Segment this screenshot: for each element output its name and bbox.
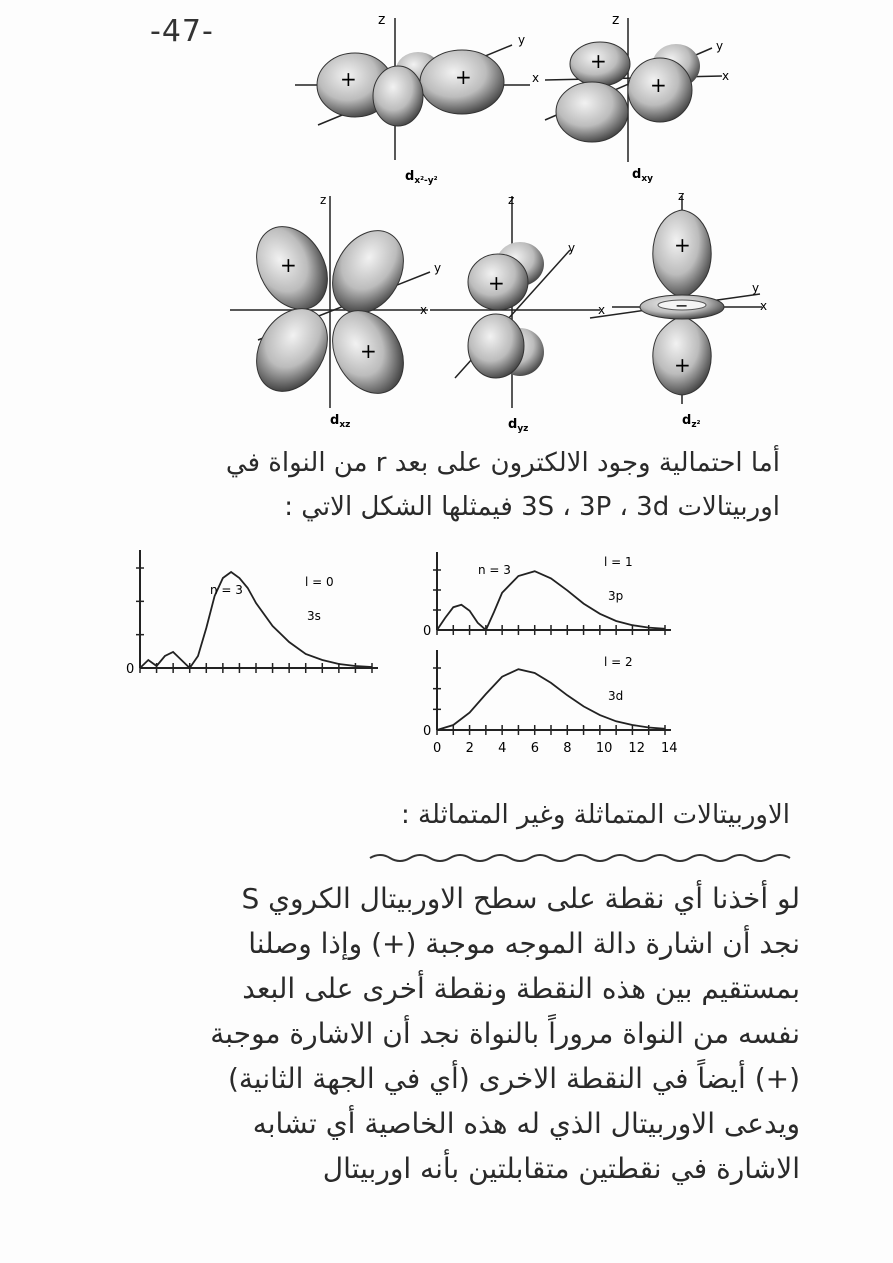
orbital-label: $d_{x^2-y^2}$ [405,169,438,186]
orbital-label: $d_{xz}$ [330,413,351,430]
orbital-label: $d_{yz}$ [508,417,529,434]
orbital-dxy [545,12,729,184]
paragraph-line: الاشارة في نقطتين متقابلتين بأنه اوربيتال [322,1152,800,1185]
zero-label: 0 [423,624,432,639]
probability-curve [437,571,665,630]
lobe-sign: − [675,296,689,315]
axis-x: x [760,299,768,313]
chart-3p [423,552,671,639]
chart-title: 3s [307,609,321,623]
chart-label: n = 3 [210,583,243,597]
axis-y: y [518,33,526,47]
lobe-sign: + [280,253,297,277]
axis-z: z [320,193,327,207]
paragraph-line: بمستقيم بين هذه النقطة ونقطة أخرى على البعد [242,972,800,1005]
lobe-sign: + [455,65,472,89]
x-tick-label: 6 [530,741,539,756]
orbital-dyz [430,193,605,434]
axis-y: y [752,281,760,295]
x-tick-label: 8 [563,741,572,756]
orbital-dx2-y2 [295,12,539,186]
chart-3d [423,650,678,756]
paragraph-line: نفسه من النواة مروراً بالنواة نجد أن الاشارة موجبة [210,1017,800,1050]
axis-y: y [716,39,724,53]
paragraph-line: نجد أن اشارة دالة الموجه موجبة (+) وإذا وصلنا [248,927,800,960]
axis-x: x [722,69,730,83]
axis-x: x [532,71,540,85]
chart-title: 3d [608,689,624,703]
paragraph-line: لو أخذنا أي نقطة على سطح الاوربيتال الكروي S [241,882,800,915]
orbital-label: $d_{z^2}$ [682,413,701,430]
lobe-sign: + [590,49,607,73]
chart-label: l = 2 [604,655,633,669]
x-tick-label: 10 [595,741,613,756]
probability-curve [437,669,665,730]
heading-underline [0,848,893,868]
section-heading: الاوربيتالات المتماثلة وغير المتماثلة : [401,800,790,830]
axis-z: z [508,193,515,207]
x-tick-label: 2 [465,741,474,756]
orbital-label: $d_{xy}$ [632,167,653,184]
chart-label: l = 1 [604,555,633,569]
axis-z: z [378,12,386,28]
chart-3s [126,550,378,677]
chart-title: 3p [608,589,624,603]
chart-label: n = 3 [478,563,511,577]
x-tick-label: 0 [433,741,442,756]
zero-label: 0 [126,662,135,677]
radial-probability-charts [0,530,893,780]
orbital-dz2 [590,189,767,430]
orbital-dxz [230,193,441,430]
lobe-sign: + [488,271,505,295]
axis-z: z [678,189,685,203]
axis-x: x [420,303,428,317]
lobe-sign: + [340,67,357,91]
axis-y: y [568,241,576,255]
lobe-sign: + [650,73,667,97]
axis-y: y [434,261,442,275]
chart-label: l = 0 [305,575,334,589]
intro-line-2: اوربيتالات 3S ، 3P ، 3d فيمثلها الشكل الاتي : [284,492,780,522]
x-tick-label: 12 [628,741,645,756]
paragraph-line: ويدعى الاوربيتال الذي له هذه الخاصية أي تشابه [252,1107,800,1140]
body-paragraph [60,876,800,1191]
axis-z: z [612,12,620,28]
intro-line-1: أما احتمالية وجود الالكترون على بعد r من النواة في [225,448,780,478]
paragraph-line: (+) أيضاً في النقطة الاخرى (أي في الجهة الثانية) [227,1062,800,1095]
orbital-diagrams [0,0,893,440]
x-tick-label: 14 [661,741,678,756]
lobe-sign: + [360,339,377,363]
zero-label: 0 [423,724,432,739]
lobe-sign: + [674,353,691,377]
page-number: -47- [150,14,214,49]
probability-curve [140,572,372,668]
lobe-sign: + [674,233,691,257]
x-tick-label: 4 [498,741,507,756]
axis-x: x [598,303,606,317]
